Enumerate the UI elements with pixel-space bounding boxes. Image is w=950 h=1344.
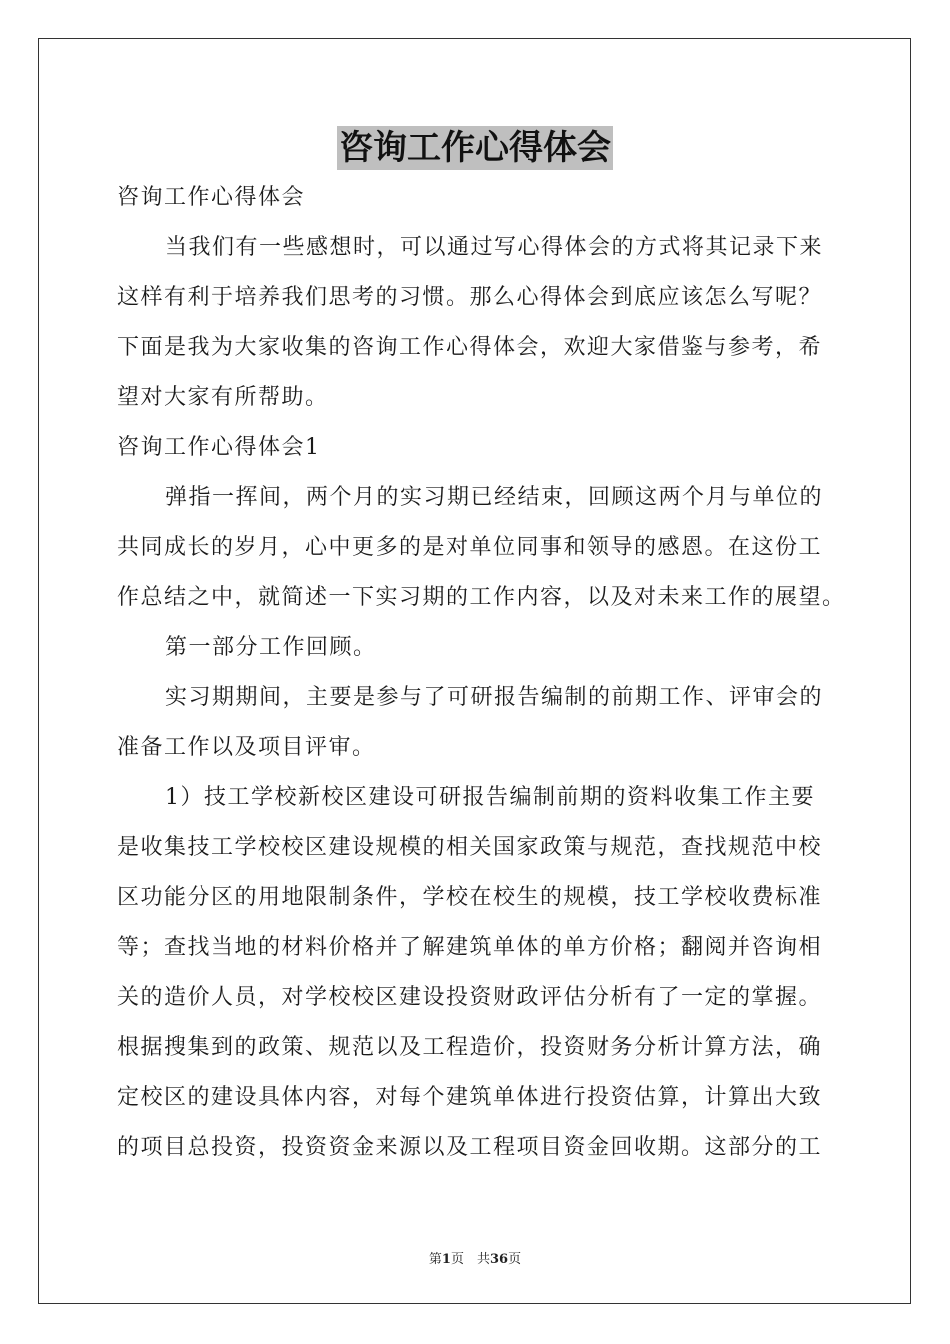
- footer-suffix: 页: [508, 1252, 522, 1267]
- text-line: 定校区的建设具体内容，对每个建筑单体进行投资估算，计算出大致: [117, 1085, 823, 1110]
- text-line: 准备工作以及项目评审。: [117, 735, 376, 760]
- text-line: 实习期期间，主要是参与了可研报告编制的前期工作、评审会的: [165, 685, 824, 710]
- text-line: 的项目总投资，投资资金来源以及工程项目资金回收期。这部分的工: [117, 1135, 823, 1160]
- footer-page-number: 1: [441, 1252, 451, 1267]
- text-line: 第一部分工作回顾。: [165, 635, 377, 660]
- document-title: 咨询工作心得体会: [339, 128, 611, 168]
- text-line: 咨询工作心得体会1: [117, 435, 321, 460]
- text-line: 是收集技工学校校区建设规模的相关国家政策与规范，查找规范中校: [117, 835, 823, 860]
- text-line: 这样有利于培养我们思考的习惯。那么心得体会到底应该怎么写呢？: [117, 285, 823, 310]
- text-line: 作总结之中，就简述一下实习期的工作内容，以及对未来工作的展望。: [117, 585, 846, 610]
- text-line: 根据搜集到的政策、规范以及工程造价，投资财务分析计算方法，确: [117, 1035, 823, 1060]
- footer-prefix: 第: [428, 1252, 442, 1267]
- text-line: 咨询工作心得体会: [117, 185, 306, 210]
- text-line: 1）技工学校新校区建设可研报告编制前期的资料收集工作主要: [165, 785, 815, 810]
- document-body: [117, 180, 846, 1180]
- text-line: 共同成长的岁月，心中更多的是对单位同事和领导的感恩。在这份工: [117, 535, 823, 560]
- page-footer: [0, 1248, 950, 1267]
- title-container: [0, 126, 950, 170]
- text-line: 弹指一挥间，两个月的实习期已经结束，回顾这两个月与单位的: [165, 485, 824, 510]
- footer-mid: 页 共: [450, 1252, 490, 1267]
- text-line: 当我们有一些感想时，可以通过写心得体会的方式将其记录下来: [165, 235, 824, 260]
- text-line: 关的造价人员，对学校校区建设投资财政评估分析有了一定的掌握。: [117, 985, 823, 1010]
- text-line: 下面是我为大家收集的咨询工作心得体会，欢迎大家借鉴与参考，希: [117, 335, 823, 360]
- text-line: 区功能分区的用地限制条件，学校在校生的规模，技工学校收费标准: [117, 885, 823, 910]
- text-line: 等；查找当地的材料价格并了解建筑单体的单方价格；翻阅并咨询相: [117, 935, 823, 960]
- text-line: 望对大家有所帮助。: [117, 385, 329, 410]
- footer-total-pages: 36: [489, 1252, 509, 1267]
